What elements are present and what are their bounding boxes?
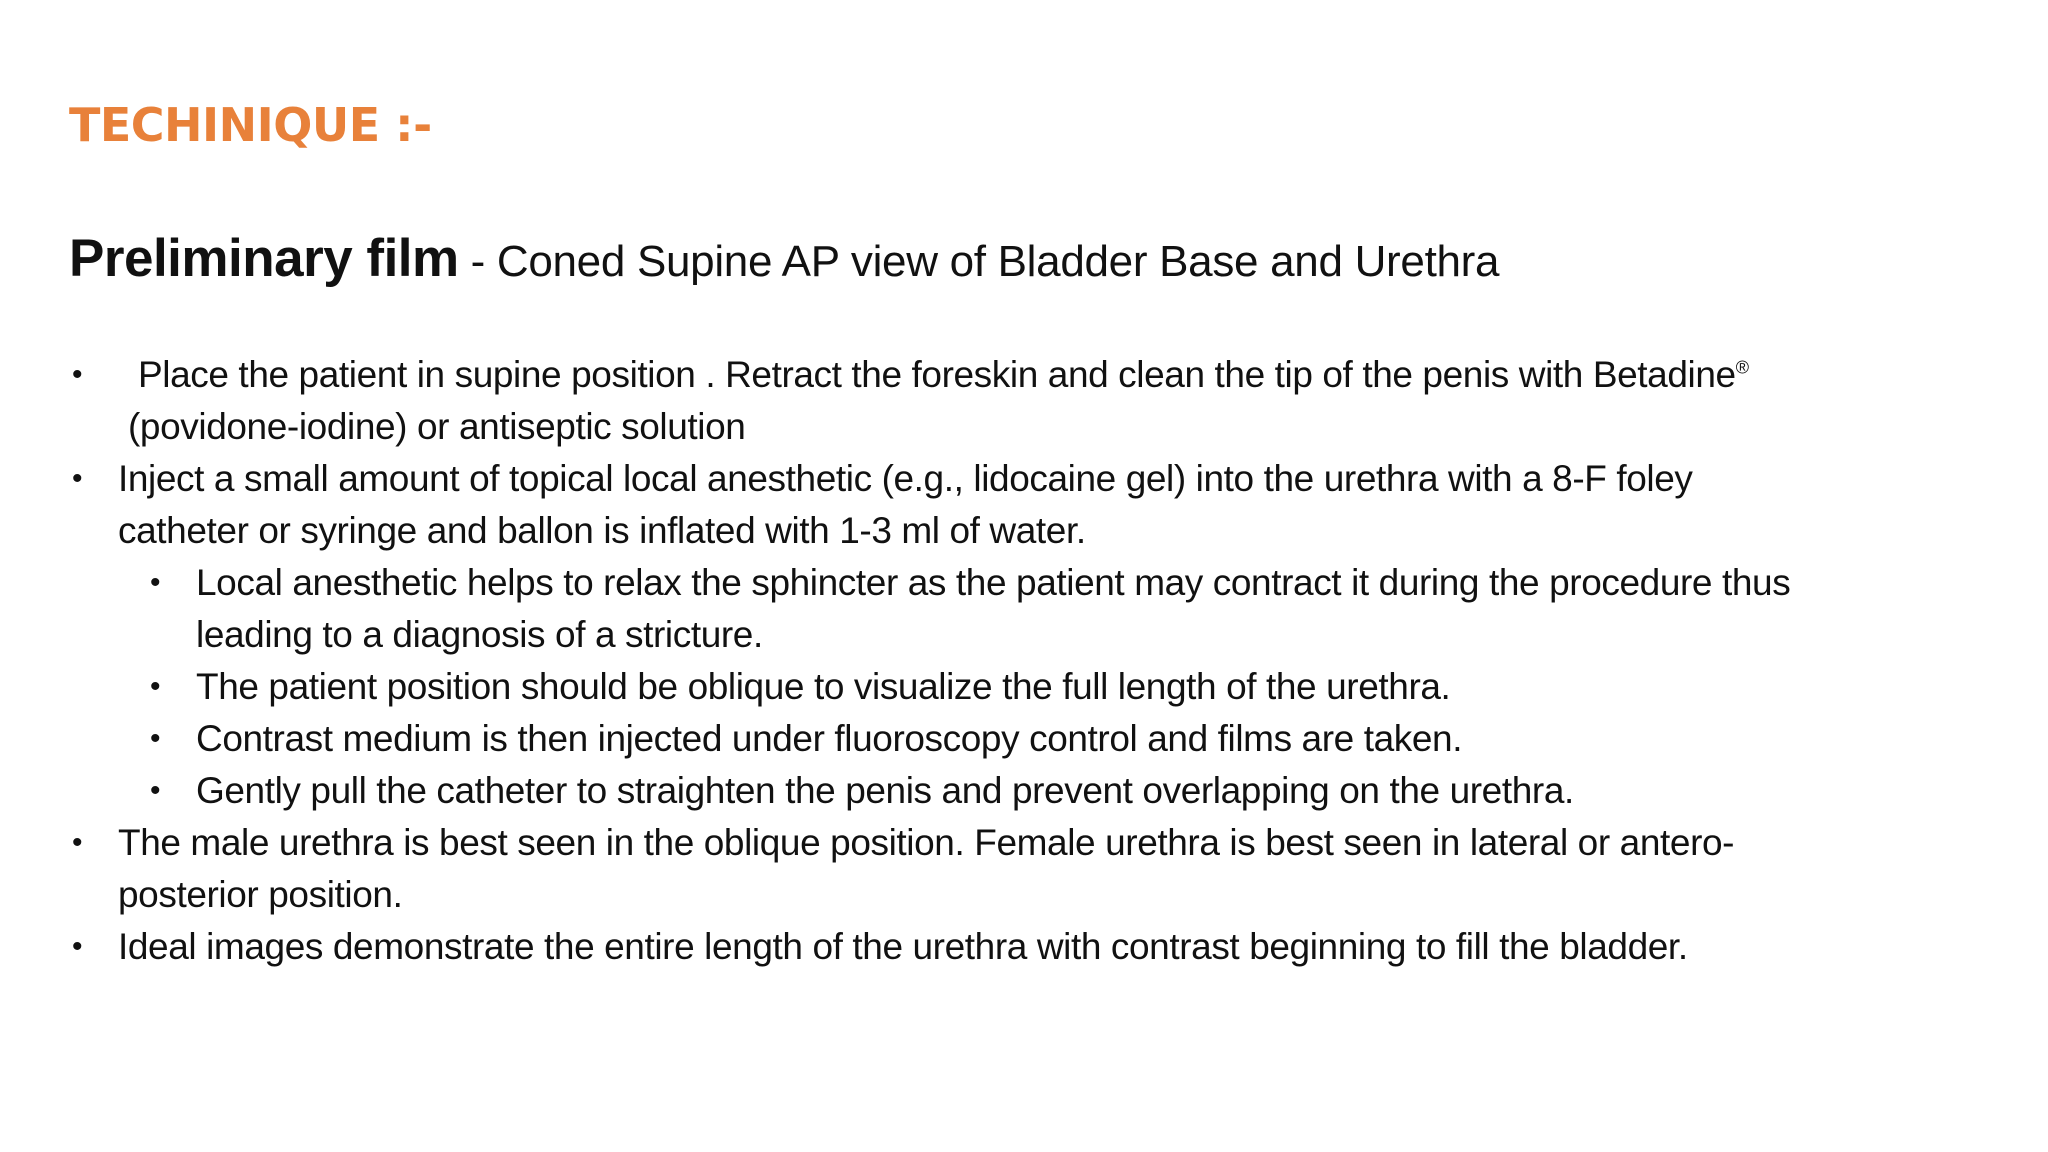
subtitle-rest: - Coned Supine AP view of Bladder Base and Urethra xyxy=(458,237,1500,286)
sub-bullet-1-line-2: leading to a diagnosis of a stricture. xyxy=(196,614,763,655)
sub-bullet-1-line-1: Local anesthetic helps to relax the sphincter as the patient may contract it during the procedure thus xyxy=(196,562,1791,603)
bullet-2-line-2: catheter or syringe and ballon is inflated with 1-3 ml of water. xyxy=(118,510,1086,551)
bullet-1-line-1 xyxy=(138,349,1749,401)
slide-subtitle xyxy=(69,228,1499,289)
bullet-dot: • xyxy=(72,462,83,495)
subtitle-strong: Preliminary film xyxy=(69,229,459,288)
slide-title: TECHINIQUE :- xyxy=(69,98,432,152)
bullet-1-line-2: (povidone-iodine) or antiseptic solution xyxy=(128,406,746,447)
sub-bullet-dot: • xyxy=(150,722,161,755)
sub-bullet-3-line-1: Contrast medium is then injected under fluoroscopy control and films are taken. xyxy=(196,718,1463,759)
bullet-2-line-1: Inject a small amount of topical local anesthetic (e.g., lidocaine gel) into the urethra with a 8-F foley xyxy=(118,458,1693,499)
bullet-dot: • xyxy=(72,358,83,391)
bullet-3-line-1: The male urethra is best seen in the oblique position. Female urethra is best seen in lateral or antero- xyxy=(118,822,1735,863)
registered-mark: ® xyxy=(1735,357,1749,378)
bullet-dot: • xyxy=(72,930,83,963)
sub-bullet-dot: • xyxy=(150,566,161,599)
sub-bullet-dot: • xyxy=(150,670,161,703)
bullet-3-line-2: posterior position. xyxy=(118,874,403,915)
bullet-4-line-1: Ideal images demonstrate the entire length of the urethra with contrast beginning to fill the bladder. xyxy=(118,926,1688,967)
sub-bullet-2-line-1: The patient position should be oblique to visualize the full length of the urethra. xyxy=(196,666,1451,707)
bullet-1-text: Place the patient in supine position . Retract the foreskin and clean the tip of the penis with Betadine xyxy=(138,354,1736,395)
sub-bullet-dot: • xyxy=(150,774,161,807)
sub-bullet-4-line-1: Gently pull the catheter to straighten the penis and prevent overlapping on the urethra. xyxy=(196,770,1574,811)
bullet-dot: • xyxy=(72,826,83,859)
